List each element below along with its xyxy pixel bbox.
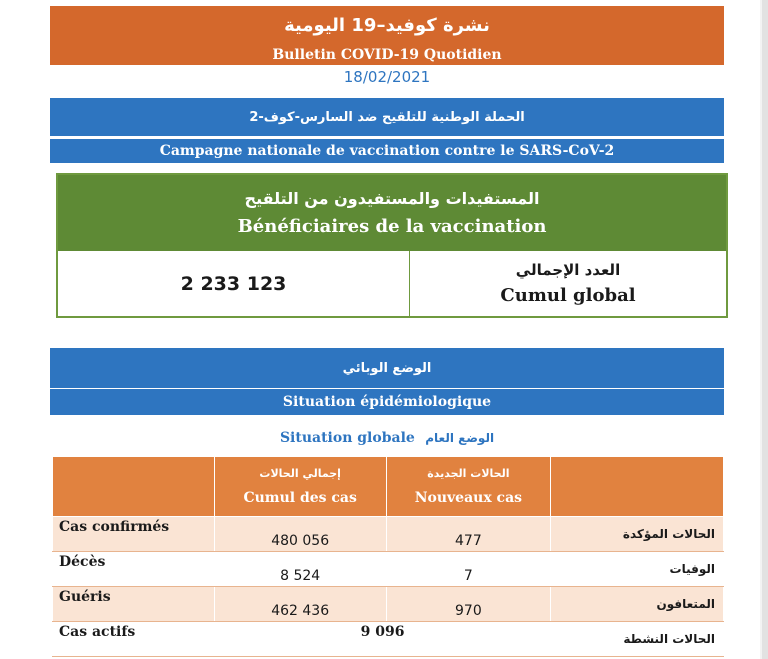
- table-row: [53, 552, 724, 587]
- header-new-fr: Nouveaux cas: [414, 490, 523, 506]
- vaccination-heading-ar: المستفيدات والمستفيدون من التلقيح: [244, 189, 540, 208]
- vaccination-box: [56, 173, 728, 318]
- active-cases-value: 9 096: [214, 622, 550, 657]
- header-new-ar: الحالات الجديدة: [427, 467, 510, 480]
- vaccination-heading: [58, 175, 726, 251]
- header-cumul: [214, 457, 386, 517]
- row-label-fr: Décès: [53, 552, 215, 587]
- row-new-value: 7: [386, 552, 551, 587]
- campaign-title-ar: الحملة الوطنية للتلقيح ضد السارس-كوف-2: [50, 98, 724, 136]
- row-new-value: 477: [386, 517, 551, 552]
- header-new: [386, 457, 551, 517]
- global-situation-ar: الوضع العام: [425, 431, 495, 445]
- row-label-fr: Cas confirmés: [53, 517, 215, 552]
- vaccination-label-ar: العدد الإجمالي: [515, 261, 621, 279]
- situation-table: [52, 456, 724, 657]
- vaccination-total-value: 2 233 123: [58, 251, 410, 316]
- row-cumul-value: 8 524: [214, 552, 386, 587]
- row-new-value: 970: [386, 587, 551, 622]
- bulletin-title-ar: نشرة كوفيد–19 اليومية: [50, 6, 724, 44]
- active-label-ar: الحالات النشطة: [551, 622, 724, 657]
- row-label-ar: الحالات المؤكدة: [551, 517, 724, 552]
- table-header-row: [53, 457, 724, 517]
- header-empty-left: [53, 457, 215, 517]
- vaccination-heading-fr: Bénéficiaires de la vaccination: [237, 216, 547, 237]
- global-situation-fr: Situation globale: [279, 430, 415, 446]
- vaccination-total-label: [410, 251, 726, 316]
- row-label-ar: الوفيات: [551, 552, 724, 587]
- row-cumul-value: 480 056: [214, 517, 386, 552]
- active-label-fr: Cas actifs: [53, 622, 215, 657]
- page-edge: [762, 0, 768, 659]
- row-label-ar: المتعافون: [551, 587, 724, 622]
- epidemiology-title-fr: Situation épidémiologique: [50, 389, 724, 415]
- header-cumul-ar: إجمالي الحالات: [259, 467, 341, 480]
- table-row-active: [53, 622, 724, 657]
- header-cumul-fr: Cumul des cas: [243, 490, 357, 506]
- header-empty-right: [551, 457, 724, 517]
- table-row: [53, 587, 724, 622]
- bulletin-title-fr: Bulletin COVID-19 Quotidien: [50, 44, 724, 65]
- epidemiology-title-ar: الوضع الوبائي: [50, 348, 724, 388]
- row-cumul-value: 462 436: [214, 587, 386, 622]
- vaccination-row: [58, 251, 726, 316]
- row-label-fr: Guéris: [53, 587, 215, 622]
- table-row: [53, 517, 724, 552]
- vaccination-label-fr: Cumul global: [500, 285, 636, 306]
- global-situation-title: [50, 430, 724, 446]
- campaign-title-fr: Campagne nationale de vaccination contre le SARS-CoV-2: [50, 139, 724, 163]
- bulletin-date: 18/02/2021: [343, 68, 431, 86]
